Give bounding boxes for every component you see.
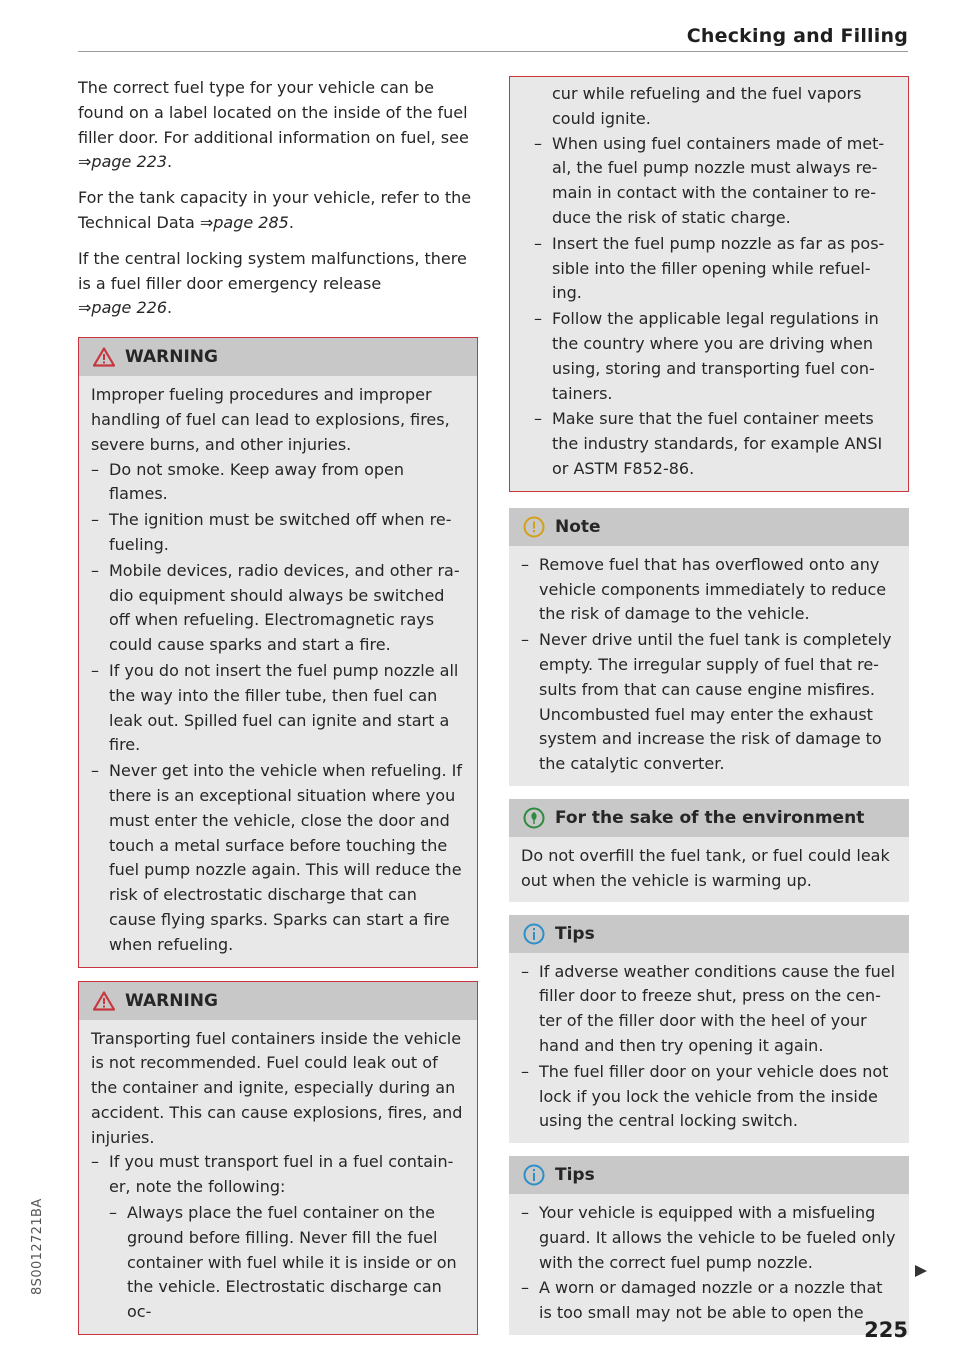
page-reference-link[interactable]: ⇒page 226 (78, 298, 167, 318)
note-header (509, 508, 909, 546)
list-item: – The fuel filler door on your vehicle does not lock if you lock the vehicle from the inside using the central locking switch. (521, 1060, 897, 1134)
list-item: – If you do not insert the fuel pump nozzle all the way into the filler tube, then fuel can leak out. Spilled fuel can ignite and start a fire. (91, 659, 465, 758)
tips-header (509, 1156, 909, 1194)
list-item: – Mobile devices, radio devices, and other ra-dio equipment should always be switched off when refueling. Electromagnetic rays could cause sparks and start a fire. (91, 559, 465, 658)
header-divider (78, 51, 908, 52)
list-item: – Remove fuel that has overflowed onto any vehicle components immediately to reduce the risk of damage to the vehicle. (521, 553, 897, 627)
tips-header (509, 915, 909, 953)
warning-box-continued (509, 76, 909, 492)
list-item: – Never get into the vehicle when refueling. If there is an exceptional situation where you must enter the vehicle, close the door and touch a metal surface before touching the fuel pump nozzle again. This will reduce the risk of electrostatic discharge that can cause flying sparks. Sparks can start a fire when refueling. (91, 759, 465, 957)
tips-box-freeze (509, 915, 909, 1144)
list-item-text: If you must transport fuel in a fuel contain-er, note the following: (109, 1152, 454, 1197)
intro-paragraph-fuel-type (78, 76, 478, 175)
intro-paragraph-emergency-release (78, 247, 478, 321)
list-item: – A worn or damaged nozzle or a nozzle that is too small may not be able to open the (521, 1276, 897, 1326)
continued-text: cur while refueling and the fuel vapors could ignite. (552, 84, 862, 128)
info-circle-icon (523, 923, 545, 945)
document-code: 8S0012721BA (30, 1198, 45, 1295)
list-item: – When using fuel containers made of met-al, the fuel pump nozzle must always re-main in contact with the container to re-duce the risk of static charge. (534, 132, 896, 231)
list-item: – If adverse weather conditions cause the fuel filler door to freeze shut, press on the cen-ter of the filler door with the heel of your hand and then try opening it again. (521, 960, 897, 1059)
intro-punct: . (167, 152, 173, 172)
note-body (509, 546, 909, 786)
intro-punct: . (167, 298, 173, 318)
page-number: 225 (864, 1318, 908, 1342)
warning-header (79, 982, 477, 1020)
page-section-title: Checking and Filling (686, 25, 908, 47)
intro-punct: . (288, 212, 294, 232)
list-item: – Never drive until the fuel tank is completely empty. The irregular supply of fuel that re-sults from that can cause engine misfires. Uncombusted fuel may enter the exhaust system and increase the risk of damage to the catalytic converter. (521, 628, 897, 777)
warning-lead-text: Transporting fuel containers inside the vehicle is not recommended. Fuel could leak out of the container and ignite, especially during an accident. This can cause explosions, fires, and injuries. (91, 1028, 463, 1147)
warning-box-fuel-containers (78, 981, 478, 1336)
warning-body (79, 1020, 477, 1335)
list-item: – Always place the fuel container on the ground before filling. Never fill the fuel container with fuel while it is inside or on the vehicle. Electrostatic discharge can oc- (109, 1201, 465, 1325)
leaf-circle-icon (523, 807, 545, 829)
tips-box-misfueling (509, 1156, 909, 1335)
continue-arrow-icon (914, 1263, 928, 1282)
tips-list (521, 960, 897, 1135)
tips-body (509, 1194, 909, 1335)
right-column (509, 76, 909, 1348)
environment-header (509, 799, 909, 837)
intro-text: For the tank capacity in your vehicle, refer to the Technical Data (78, 188, 472, 232)
list-item (91, 1150, 465, 1325)
warning-list (91, 1150, 465, 1325)
intro-text: If the central locking system malfunctions, there is a fuel filler door emergency release (78, 248, 467, 293)
tips-title: Tips (555, 1165, 595, 1186)
list-item: – Do not smoke. Keep away from open flames. (91, 458, 465, 508)
warning-sublist (522, 132, 896, 482)
list-item: – Make sure that the fuel container meets the industry standards, for example ANSI or ASTM F852-86. (534, 407, 896, 481)
warning-list (91, 458, 465, 958)
environment-title: For the sake of the environment (555, 807, 865, 828)
note-title: Note (555, 516, 601, 537)
environment-body (509, 837, 909, 902)
intro-paragraph-tank-capacity (78, 186, 478, 236)
tips-title: Tips (555, 923, 595, 944)
list-item: – Insert the fuel pump nozzle as far as pos-sible into the filler opening while refuel-ing. (534, 232, 896, 306)
warning-title: WARNING (125, 347, 218, 368)
tips-list (521, 1201, 897, 1326)
list-item: – Follow the applicable legal regulations in the country where you are driving when using, storing and transporting fuel con-tainers. (534, 307, 896, 406)
list-item: – The ignition must be switched off when re-fueling. (91, 508, 465, 558)
warning-title: WARNING (125, 990, 218, 1011)
environment-text: Do not overfill the fuel tank, or fuel could leak out when the vehicle is warming up. (521, 845, 890, 890)
note-box (509, 508, 909, 786)
exclamation-circle-icon (523, 516, 545, 538)
warning-triangle-icon (93, 347, 115, 367)
warning-lead-text: Improper fueling procedures and improper handling of fuel can lead to explosions, fires, severe burns, and other injuries. (91, 385, 450, 454)
page-reference-link[interactable]: ⇒page 285 (199, 212, 289, 232)
warning-box-fueling (78, 337, 478, 967)
page-reference-link[interactable]: ⇒page 223 (78, 152, 167, 172)
tips-body (509, 953, 909, 1144)
warning-sublist (109, 1201, 465, 1325)
info-circle-icon (523, 1164, 545, 1186)
note-list (521, 553, 897, 777)
warning-body (510, 77, 908, 491)
warning-triangle-icon (93, 991, 115, 1011)
intro-text: The correct fuel type for your vehicle can be found on a label located on the inside of the fuel filler door. For additional information on fuel, see (78, 78, 469, 147)
environment-box (509, 799, 909, 902)
list-item: – Your vehicle is equipped with a misfueling guard. It allows the vehicle to be fueled only with the correct fuel pump nozzle. (521, 1201, 897, 1275)
left-column (78, 76, 478, 1348)
warning-header (79, 338, 477, 376)
warning-body (79, 376, 477, 966)
